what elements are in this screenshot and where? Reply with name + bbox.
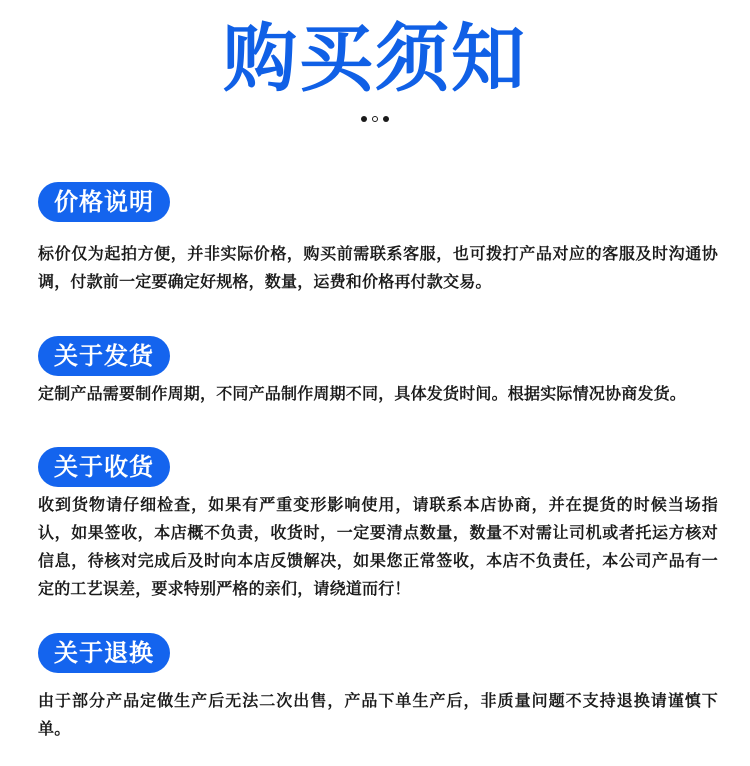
- section-heading-badge: 关于收货: [38, 447, 170, 487]
- dot-icon: [383, 116, 389, 122]
- section-body-text: 定制产品需要制作周期，不同产品制作周期不同，具体发货时间。根据实际情况协商发货。: [38, 384, 687, 403]
- section-heading-badge: 关于退换: [38, 633, 170, 673]
- decorative-dots: [0, 116, 750, 122]
- section-shipping: [38, 336, 718, 408]
- section-returns: [38, 633, 718, 743]
- section-receiving: [38, 447, 718, 603]
- section-body-text: 收到货物请仔细检查，如果有严重变形影响使用，请联系本店协商，并在提货的时候当场指认，如果签收，本店概不负责，收货时，一定要清点数量，数量不对需让司机或者托运方核对信息，待核对完成后及时向本店反馈解决，如果您正常签收，本店不负责任，本公司产品有一定的工艺误差，要求特别严格的亲们，请绕道而行！: [38, 495, 718, 598]
- section-body-text: 由于部分产品定做生产后无法二次出售，产品下单生产后，非质量问题不支持退换请谨慎下单。: [38, 691, 718, 738]
- page-title: 购买须知: [223, 16, 527, 102]
- hollow-dot-icon: [372, 116, 378, 122]
- section-heading-badge: 价格说明: [38, 182, 170, 222]
- dot-icon: [361, 116, 367, 122]
- section-price-note: [38, 182, 718, 296]
- section-heading-badge: 关于发货: [38, 336, 170, 376]
- section-body-text: 标价仅为起拍方便，并非实际价格，购买前需联系客服，也可拨打产品对应的客服及时沟通协调，付款前一定要确定好规格，数量，运费和价格再付款交易。: [38, 244, 718, 291]
